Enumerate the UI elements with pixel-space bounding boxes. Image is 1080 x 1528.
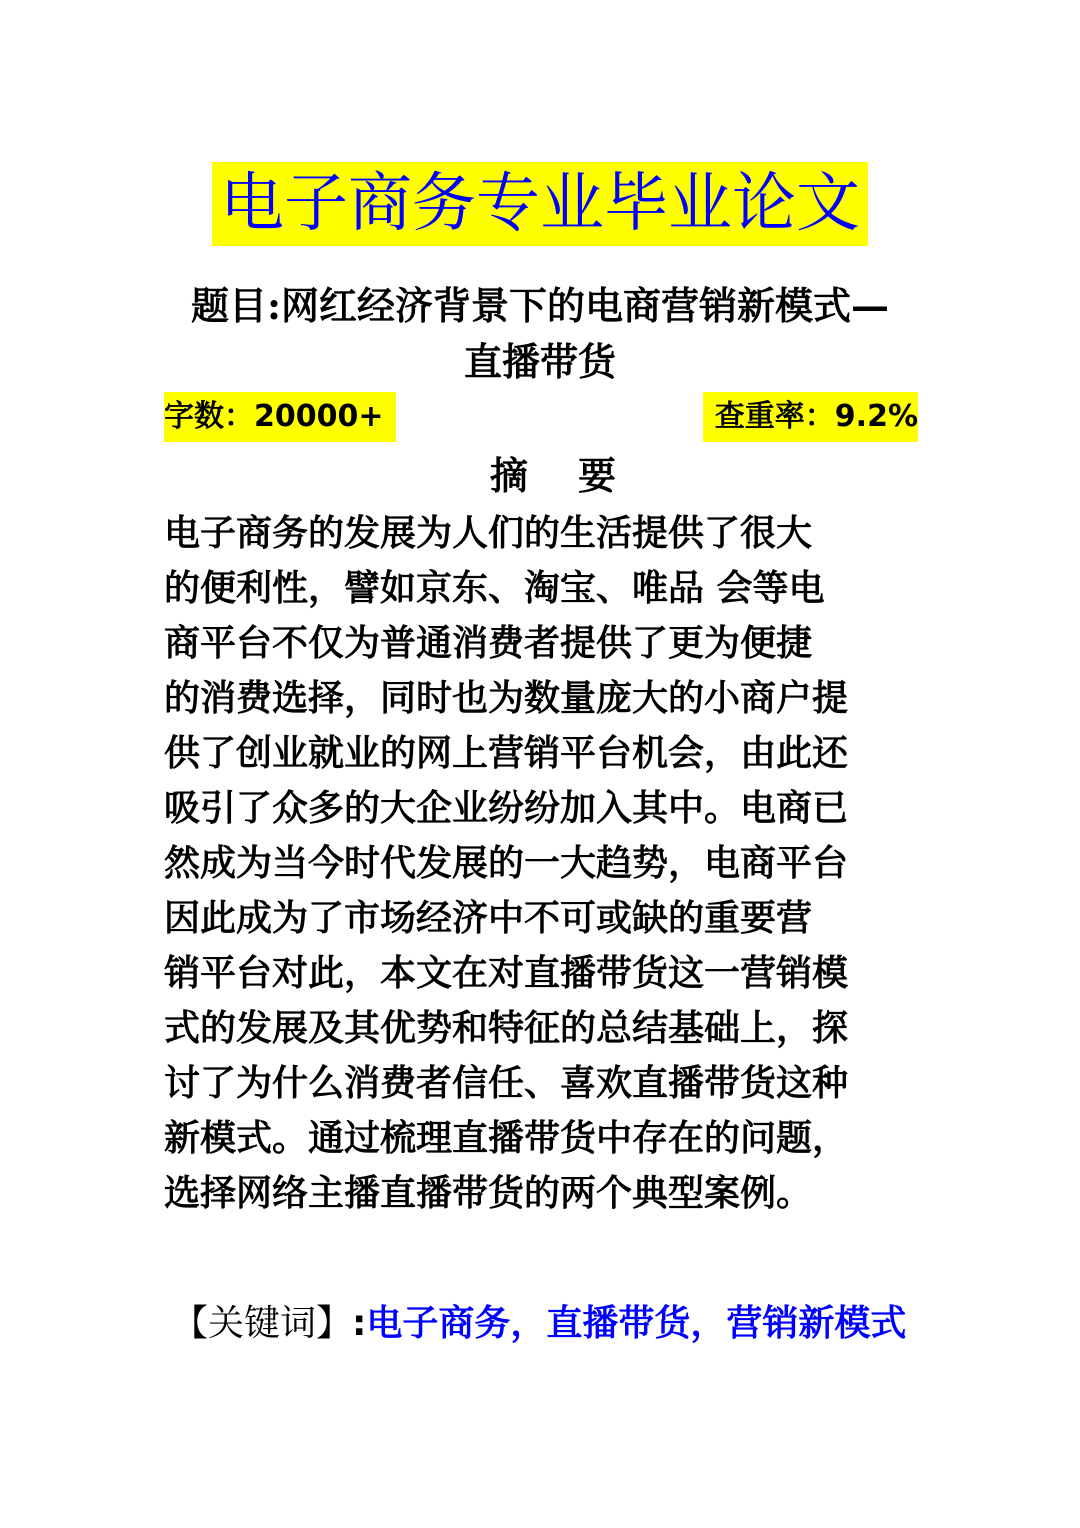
abstract-line: 选择网络主播直播带货的两个典型案例。 — [164, 1173, 813, 1214]
abstract-line: 式的发展及其优势和特征的总结基础上，探 — [164, 1008, 849, 1049]
abstract-line: 因此成为了市场经济中不可或缺的重要营 — [164, 898, 813, 939]
abstract-line: 商平台不仅为普通消费者提供了更为便捷 — [164, 623, 813, 664]
thesis-subject — [140, 278, 940, 390]
keywords-values: 电子商务，直播带货，营销新模式 — [366, 1303, 907, 1344]
abstract-line: 的便利性，譬如京东、淘宝、唯品 会等电 — [164, 568, 825, 609]
duplicate-rate-badge: 查重率：9.2% — [703, 392, 918, 442]
abstract-line: 的消费选择，同时也为数量庞大的小商户提 — [164, 678, 849, 719]
thesis-title: 电子商务专业毕业论文 — [212, 162, 868, 246]
subject-line-2: 直播带货 — [463, 339, 616, 384]
abstract-line: 销平台对此，本文在对直播带货这一营销模 — [164, 953, 849, 994]
word-count-badge: 字数：20000+ — [164, 392, 396, 442]
keywords-separator: : — [352, 1303, 367, 1344]
abstract-line: 电子商务的发展为人们的生活提供了很大 — [164, 513, 813, 554]
abstract-body — [164, 506, 924, 1221]
abstract-line: 然成为当今时代发展的一大趋势，电商平台 — [164, 843, 849, 884]
abstract-line: 新模式。通过梳理直播带货中存在的问题， — [164, 1118, 849, 1159]
keywords-label: 【关键词】 — [172, 1303, 353, 1344]
abstract-line: 供了创业就业的网上营销平台机会，由此还 — [164, 733, 849, 774]
subject-line-1: 题目:网红经济背景下的电商营销新模式— — [190, 283, 890, 328]
keywords-line — [172, 1296, 932, 1352]
abstract-line: 讨了为什么消费者信任、喜欢直播带货这种 — [164, 1063, 849, 1104]
abstract-line: 吸引了众多的大企业纷纷加入其中。电商已 — [164, 788, 849, 829]
abstract-heading: 摘要 — [490, 454, 667, 498]
